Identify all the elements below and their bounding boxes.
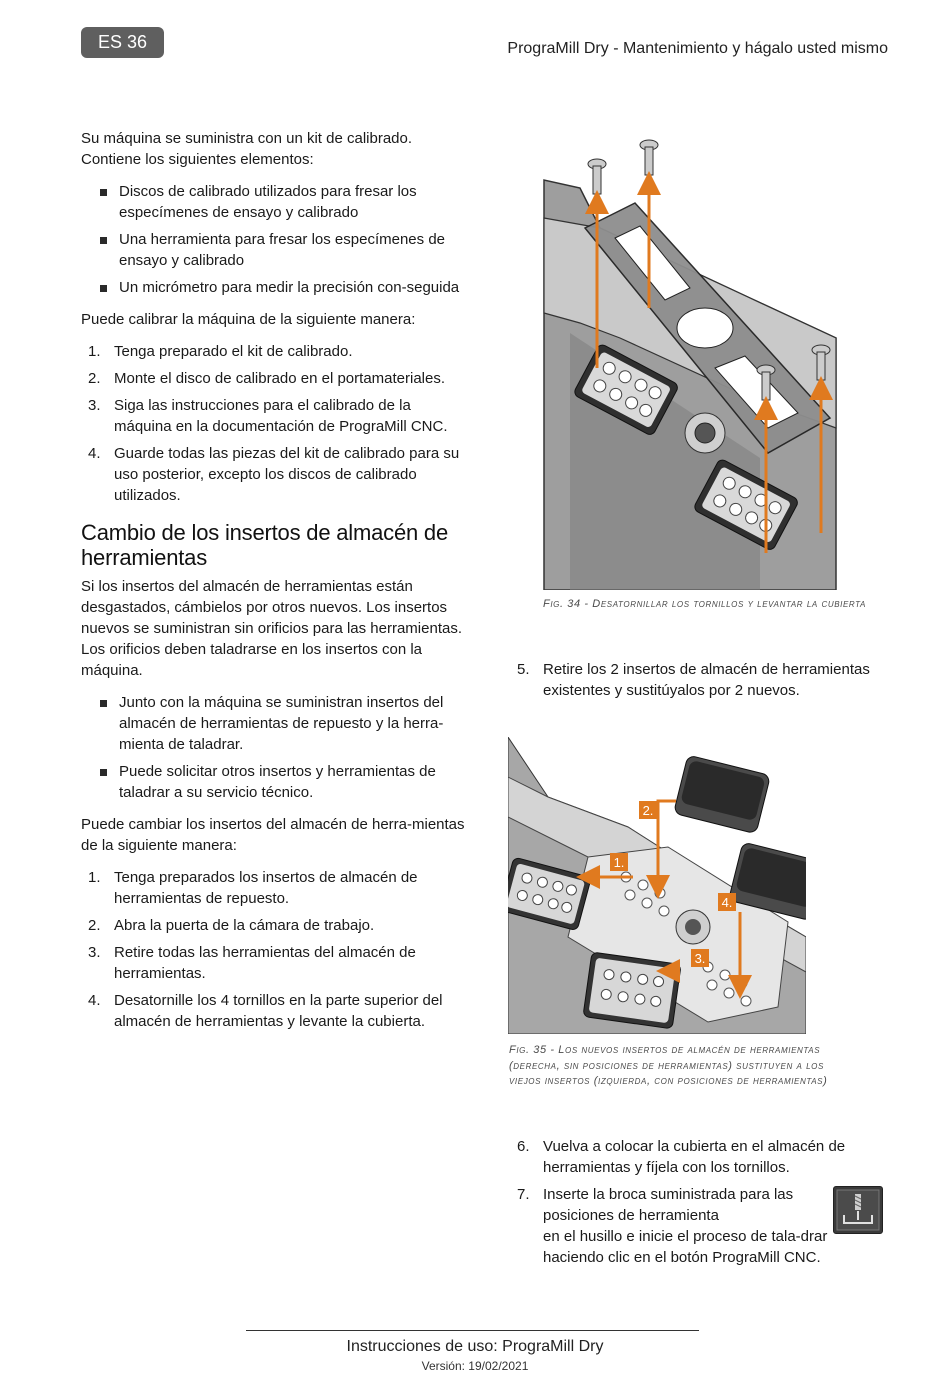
step-number: 1. bbox=[88, 869, 101, 886]
change-intro: Puede cambiar los insertos del almacén de herra-mientas de la siguiente manera: bbox=[81, 816, 465, 854]
callout-1: 1. bbox=[613, 855, 625, 870]
step-text-line2: en el husillo e inicie el proceso de tala-drar haciendo clic en el botón PrograMill CNC. bbox=[543, 1228, 828, 1266]
kit-intro: Su máquina se suministra con un kit de calibrado. Contiene los siguientes elementos: bbox=[81, 130, 413, 168]
step-text: Siga las instrucciones para el calibrado de la máquina en la documentación de PrograMill CNC. bbox=[114, 397, 448, 435]
new-insert-top bbox=[673, 755, 770, 834]
change-step bbox=[81, 867, 466, 909]
section-bullets bbox=[81, 692, 466, 803]
step-number: 2. bbox=[88, 370, 101, 387]
step-text: Guarde todas las piezas del kit de calibrado para su uso posterior, excepto los discos de calibrado utilizados. bbox=[114, 445, 460, 504]
step-number: 3. bbox=[88, 397, 101, 414]
change-step bbox=[510, 1136, 890, 1178]
section-bullet: Puede solicitar otros insertos y herramientas de taladrar a su servicio técnico. bbox=[81, 761, 466, 803]
step-text: Tenga preparado el kit de calibrado. bbox=[114, 343, 353, 360]
running-header: PrograMill Dry - Mantenimiento y hágalo usted mismo bbox=[507, 40, 888, 57]
change-step bbox=[81, 942, 466, 984]
calibrate-step bbox=[81, 341, 466, 362]
change-steps-cont bbox=[510, 659, 890, 701]
calibrate-step bbox=[81, 368, 466, 389]
footer-version: Versión: 19/02/2021 bbox=[421, 1359, 529, 1373]
step-number: 6. bbox=[517, 1138, 530, 1155]
kit-item: Una herramienta para fresar los especímenes de ensayo y calibrado bbox=[81, 229, 466, 271]
section-title: Cambio de los insertos de almacén de herramientas bbox=[81, 520, 449, 570]
step-number: 5. bbox=[517, 661, 530, 678]
step-number: 2. bbox=[88, 917, 101, 934]
step-text: Desatornille los 4 tornillos en la parte superior del almacén de herramientas y levante la cubierta. bbox=[114, 992, 443, 1030]
change-step bbox=[81, 915, 466, 936]
figure-35-illustration bbox=[508, 737, 806, 1034]
programill-drill-button-icon[interactable] bbox=[833, 1186, 883, 1234]
calibrate-steps bbox=[81, 341, 466, 506]
calibrate-step bbox=[81, 443, 466, 506]
step-text: Vuelva a colocar la cubierta en el almacén de herramientas y fíjela con los tornillos. bbox=[543, 1138, 846, 1176]
step-text: Retire todas las herramientas del almacén de herramientas. bbox=[114, 944, 416, 982]
callout-4: 4. bbox=[721, 895, 733, 910]
calibrate-step bbox=[81, 395, 466, 437]
kit-item: Discos de calibrado utilizados para fresar los especímenes de ensayo y calibrado bbox=[81, 181, 466, 223]
footer-title: Instrucciones de uso: PrograMill Dry bbox=[346, 1338, 604, 1355]
step-text: Tenga preparados los insertos de almacén de herramientas de repuesto. bbox=[114, 869, 418, 907]
step-text: Abra la puerta de la cámara de trabajo. bbox=[114, 917, 375, 934]
step-text: Retire los 2 insertos de almacén de herramientas existentes y sustitúyalos por 2 nuevos. bbox=[543, 661, 870, 699]
old-insert-bottom bbox=[583, 952, 681, 1029]
figure-35-caption: Fig. 35 - Los nuevos insertos de almacén de herramientas (derecha, sin posiciones de herramientas) sustituyen a los viejos insertos (izquierda, con posiciones de herramientas) bbox=[509, 1044, 828, 1087]
section-bullet: Junto con la máquina se suministran insertos del almacén de herramientas de repuesto y la herra-mienta de taladrar. bbox=[81, 692, 466, 755]
change-steps bbox=[81, 867, 466, 1032]
step-number: 7. bbox=[517, 1186, 530, 1203]
figure-34-caption: Fig. 34 - Desatornillar los tornillos y levantar la cubierta bbox=[543, 598, 866, 610]
change-step bbox=[81, 990, 466, 1032]
footer-divider bbox=[246, 1330, 699, 1331]
callout-3: 3. bbox=[694, 951, 706, 966]
calibrate-intro: Puede calibrar la máquina de la siguiente manera: bbox=[81, 311, 416, 328]
section-intro: Si los insertos del almacén de herramientas están desgastados, cámbielos por otros nuevos. Los insertos nuevos se suministran sin orificios para las herramientas. Los orificios deben taladrarse en los insertos con la máquina. bbox=[81, 578, 462, 679]
kit-list bbox=[81, 181, 466, 298]
kit-item: Un micrómetro para medir la precisión con-seguida bbox=[81, 277, 466, 298]
callout-2: 2. bbox=[642, 803, 654, 818]
step-5 bbox=[510, 659, 890, 712]
figure-34-illustration bbox=[540, 128, 840, 590]
step-text-line1: Inserte la broca suministrada para las posiciones de herramienta bbox=[543, 1186, 794, 1224]
change-step bbox=[510, 659, 890, 701]
left-column bbox=[81, 128, 466, 1043]
page-number-badge: ES 36 bbox=[81, 27, 164, 58]
step-number: 3. bbox=[88, 944, 101, 961]
step-number: 4. bbox=[88, 992, 101, 1009]
step-number: 1. bbox=[88, 343, 101, 360]
step-text: Monte el disco de calibrado en el portamateriales. bbox=[114, 370, 446, 387]
step-number: 4. bbox=[88, 445, 101, 462]
